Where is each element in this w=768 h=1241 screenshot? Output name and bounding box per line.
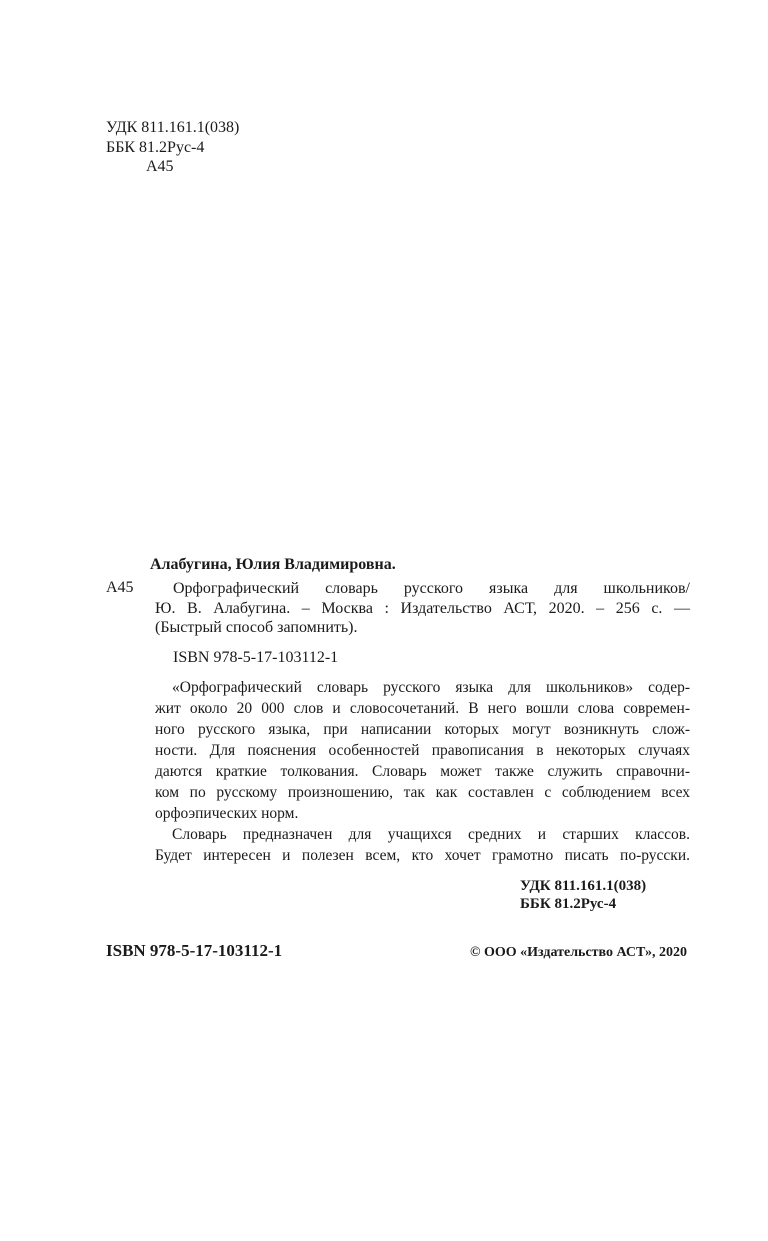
footer-bbk: ББК 81.2Рус-4 (520, 896, 617, 912)
footer-copyright: © ООО «Издательство АСТ», 2020 (470, 945, 688, 960)
annotation-line-2: жит около 20 000 слов и словосочетаний. В него вошли слова современ- (155, 700, 690, 717)
annotation-line-1: «Орфографический словарь русского языка для школьников» содер- (172, 679, 690, 696)
bib-title-line-3: (Быстрый способ запомнить). (155, 619, 358, 636)
header-code: А45 (146, 158, 174, 175)
annotation-line-9: Будет интересен и полезен всем, кто хочет грамотно писать по-русски. (155, 847, 690, 864)
annotation-line-3: ного русского языка, при написании которых могут возникнуть слож- (155, 721, 690, 738)
footer-isbn: ISBN 978-5-17-103112-1 (106, 941, 283, 960)
annotation-line-4: ности. Для пояснения особенностей правописания в некоторых случаях (155, 742, 690, 759)
bib-title-line-1: Орфографический словарь русского языка для школьников/ (173, 580, 690, 597)
bib-code: А45 (106, 579, 134, 596)
bib-title-line-2: Ю. В. Алабугина. – Москва : Издательство АСТ, 2020. – 256 с. — (155, 600, 690, 617)
bib-isbn: ISBN 978-5-17-103112-1 (173, 649, 339, 666)
annotation-line-7: орфоэпических норм. (155, 805, 299, 822)
annotation-line-5: даются краткие толкования. Словарь может также служить справочни- (155, 763, 690, 780)
footer-udk: УДК 811.161.1(038) (520, 878, 647, 894)
header-udk: УДК 811.161.1(038) (106, 119, 240, 136)
header-bbk: ББК 81.2Рус-4 (106, 139, 205, 156)
annotation-line-8: Словарь предназначен для учащихся средних и старших классов. (172, 826, 690, 843)
bib-author: Алабугина, Юлия Владимировна. (150, 556, 396, 573)
annotation-line-6: ком по русскому произношению, так как составлен с соблюдением всех (155, 784, 690, 801)
